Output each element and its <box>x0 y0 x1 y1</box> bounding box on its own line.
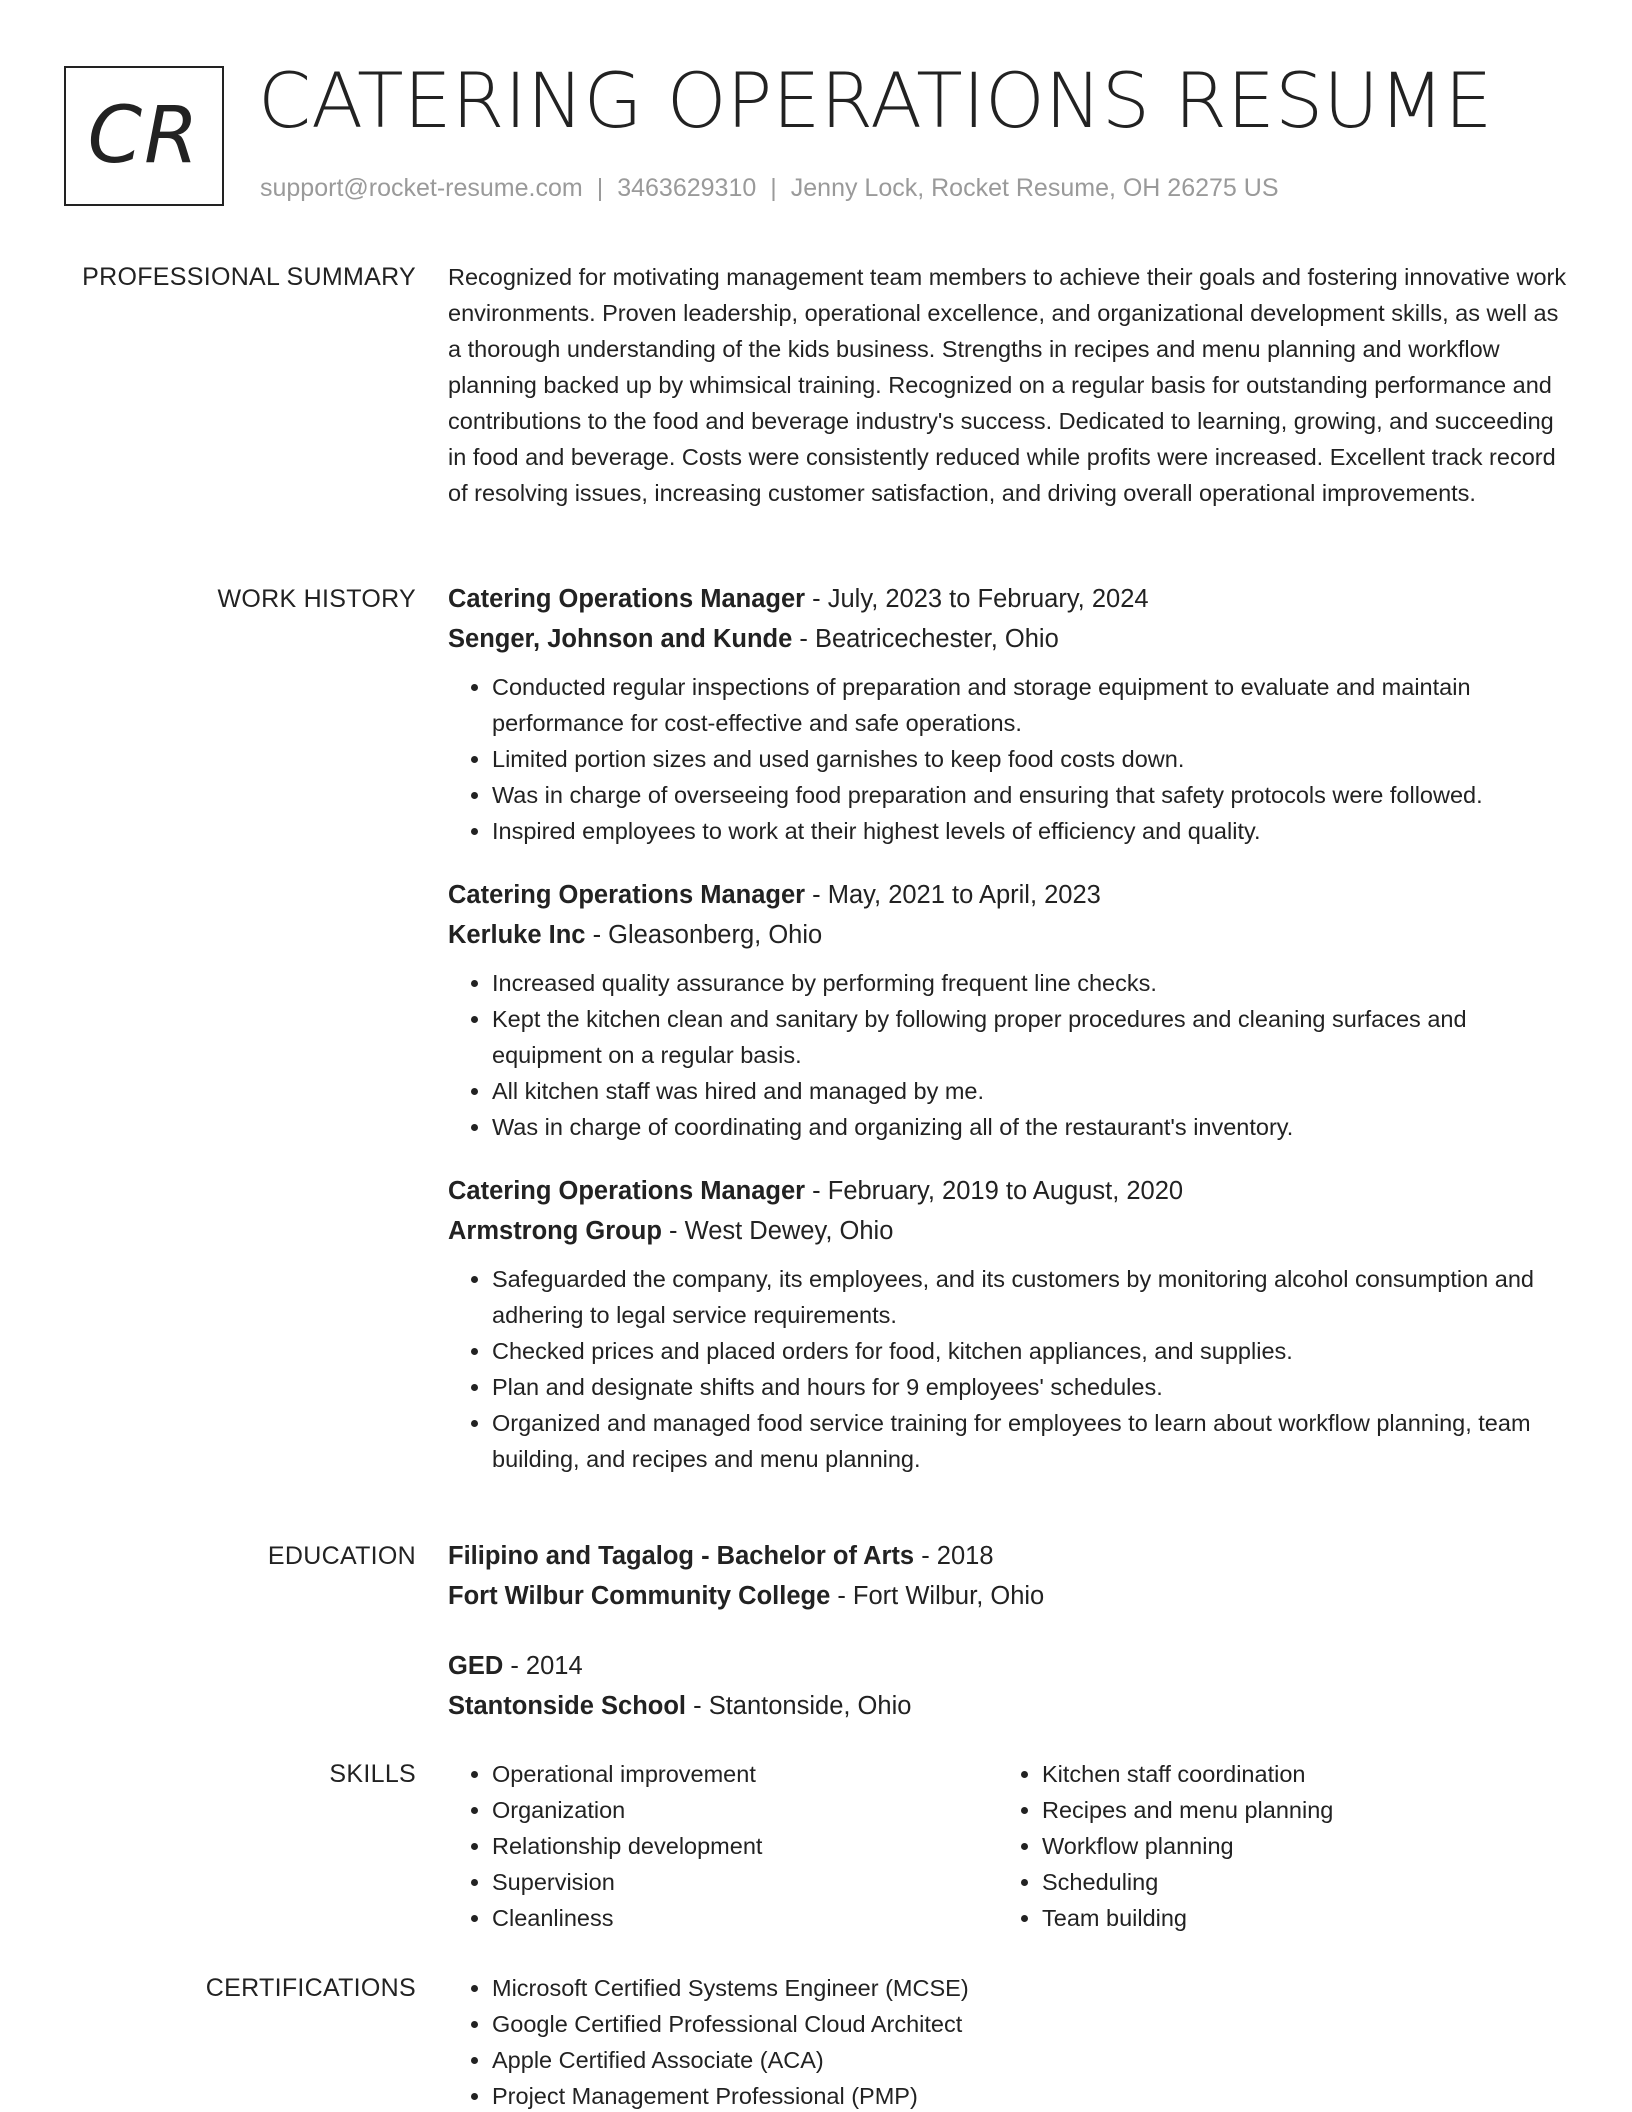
skill-item: • Scheduling <box>1042 1864 1548 1900</box>
skill-item: • Cleanliness <box>492 1900 998 1936</box>
job-title: Catering Operations Manager <box>448 1177 806 1205</box>
contact-address: Jenny Lock, Rocket Resume, OH 26275 US <box>790 174 1279 202</box>
certifications-list <box>448 1970 1568 2112</box>
certifications-body <box>448 1970 1568 2112</box>
job-bullets <box>448 1261 1568 1477</box>
education-body <box>448 1536 1568 1726</box>
job-title-line <box>448 1171 1568 1211</box>
job-bullet: • Kept the kitchen clean and sanitary by following proper procedures and cleaning surfaces and equipment on a regular basis. <box>492 1001 1568 1073</box>
education-school-line <box>448 1686 1568 1726</box>
job-bullet: • Was in charge of overseeing food preparation and ensuring that safety protocols were followed. <box>492 777 1568 813</box>
job-company: Kerluke Inc <box>448 921 586 949</box>
job-company: Armstrong Group <box>448 1217 662 1245</box>
skill-item: • Supervision <box>492 1864 998 1900</box>
job-bullets <box>448 965 1568 1145</box>
education-degree-line <box>448 1536 1568 1576</box>
job-dates: - May, 2021 to April, 2023 <box>805 881 1101 909</box>
job-bullet: • Limited portion sizes and used garnishes to keep food costs down. <box>492 741 1568 777</box>
contact-email: support@rocket-resume.com <box>260 174 583 202</box>
skills-body <box>448 1756 1568 1936</box>
section-label-work-history: WORK HISTORY <box>217 585 416 613</box>
skill-item: • Organization <box>492 1792 998 1828</box>
skill-item: • Recipes and menu planning <box>1042 1792 1548 1828</box>
certification-item: • Google Certified Professional Cloud Architect <box>492 2006 1568 2042</box>
skill-item: • Kitchen staff coordination <box>1042 1756 1548 1792</box>
skill-item: • Workflow planning <box>1042 1828 1548 1864</box>
education-year: - 2014 <box>503 1652 583 1680</box>
job-bullet: • All kitchen staff was hired and managed by me. <box>492 1073 1568 1109</box>
education-school: Fort Wilbur Community College <box>448 1582 831 1610</box>
job-bullet: • Was in charge of coordinating and organizing all of the restaurant's inventory. <box>492 1109 1568 1145</box>
job-bullet: • Organized and managed food service training for employees to learn about workflow planning, team building, and recipes and menu planning. <box>492 1405 1568 1477</box>
job-title-line <box>448 579 1568 619</box>
education-year: - 2018 <box>914 1542 994 1570</box>
job-location: - West Dewey, Ohio <box>661 1217 894 1245</box>
job-bullet: • Safeguarded the company, its employees, and its customers by monitoring alcohol consumption and adhering to legal service requirements. <box>492 1261 1568 1333</box>
education-degree-line <box>448 1646 1568 1686</box>
education-degree: Filipino and Tagalog - Bachelor of Arts <box>448 1542 915 1570</box>
education-location: - Stantonside, Ohio <box>686 1692 912 1720</box>
skill-item: • Team building <box>1042 1900 1548 1936</box>
job-bullet: • Plan and designate shifts and hours for 9 employees' schedules. <box>492 1369 1568 1405</box>
education-entry <box>448 1646 1568 1726</box>
contact-line <box>260 174 1279 203</box>
skill-item: • Operational improvement <box>492 1756 998 1792</box>
skills-columns <box>448 1756 1568 1936</box>
job-title: Catering Operations Manager <box>448 881 806 909</box>
education-location: - Fort Wilbur, Ohio <box>830 1582 1045 1610</box>
contact-separator: | <box>596 174 604 202</box>
contact-phone: 3463629310 <box>617 174 757 202</box>
education-entry <box>448 1536 1568 1616</box>
job-entry <box>448 579 1568 849</box>
contact-separator: | <box>770 174 777 202</box>
job-entry <box>448 1171 1568 1477</box>
skills-list-right <box>998 1756 1548 1936</box>
certification-item: • Microsoft Certified Systems Engineer (MCSE) <box>492 1970 1568 2006</box>
education-school: Stantonside School <box>448 1692 687 1720</box>
job-company-line <box>448 1211 1568 1251</box>
summary-body <box>448 259 1568 511</box>
education-school-line <box>448 1576 1568 1616</box>
skill-item: • Relationship development <box>492 1828 998 1864</box>
section-label-certifications: CERTIFICATIONS <box>205 1974 416 2002</box>
job-bullet: • Increased quality assurance by performing frequent line checks. <box>492 965 1568 1001</box>
section-label-education: EDUCATION <box>267 1542 416 1570</box>
skills-list-left <box>448 1756 998 1936</box>
job-bullet: • Inspired employees to work at their highest levels of efficiency and quality. <box>492 813 1568 849</box>
summary-text: Recognized for motivating management team members to achieve their goals and fostering innovative work environments. Proven leadership, operational excellence, and organizational development skills, as well as a thorough understanding of the kids business. Strengths in recipes and menu planning and workflow planning backed up by whimsical training. Recognized on a regular basis for outstanding performance and contributions to the food and beverage industry's success. Dedicated to learning, growing, and succeeding in food and beverage. Costs were consistently reduced while profits were increased. Excellent track record of resolving issues, increasing customer satisfaction, and driving overall operational improvements. <box>448 264 1567 506</box>
certification-item: • Project Management Professional (PMP) <box>492 2078 1568 2112</box>
job-dates: - July, 2023 to February, 2024 <box>805 585 1149 613</box>
education-degree: GED <box>448 1652 504 1680</box>
section-label-summary: PROFESSIONAL SUMMARY <box>82 263 416 291</box>
job-entry <box>448 875 1568 1145</box>
job-dates: - February, 2019 to August, 2020 <box>805 1177 1184 1205</box>
job-company: Senger, Johnson and Kunde <box>448 625 793 653</box>
job-title-line <box>448 875 1568 915</box>
job-bullet: • Checked prices and placed orders for food, kitchen appliances, and supplies. <box>492 1333 1568 1369</box>
work-history-body <box>448 579 1568 1477</box>
job-bullet: • Conducted regular inspections of preparation and storage equipment to evaluate and maintain performance for cost-effective and safe operations. <box>492 669 1568 741</box>
job-company-line <box>448 915 1568 955</box>
job-bullets <box>448 669 1568 849</box>
job-company-line <box>448 619 1568 659</box>
monogram-logo: CR <box>64 66 224 206</box>
certification-item: • Apple Certified Associate (ACA) <box>492 2042 1568 2078</box>
resume-title: CATERING OPERATIONS RESUME <box>258 56 1493 145</box>
job-location: - Beatricechester, Ohio <box>792 625 1059 653</box>
section-label-skills: SKILLS <box>329 1760 416 1788</box>
job-title: Catering Operations Manager <box>448 585 806 613</box>
job-location: - Gleasonberg, Ohio <box>585 921 823 949</box>
